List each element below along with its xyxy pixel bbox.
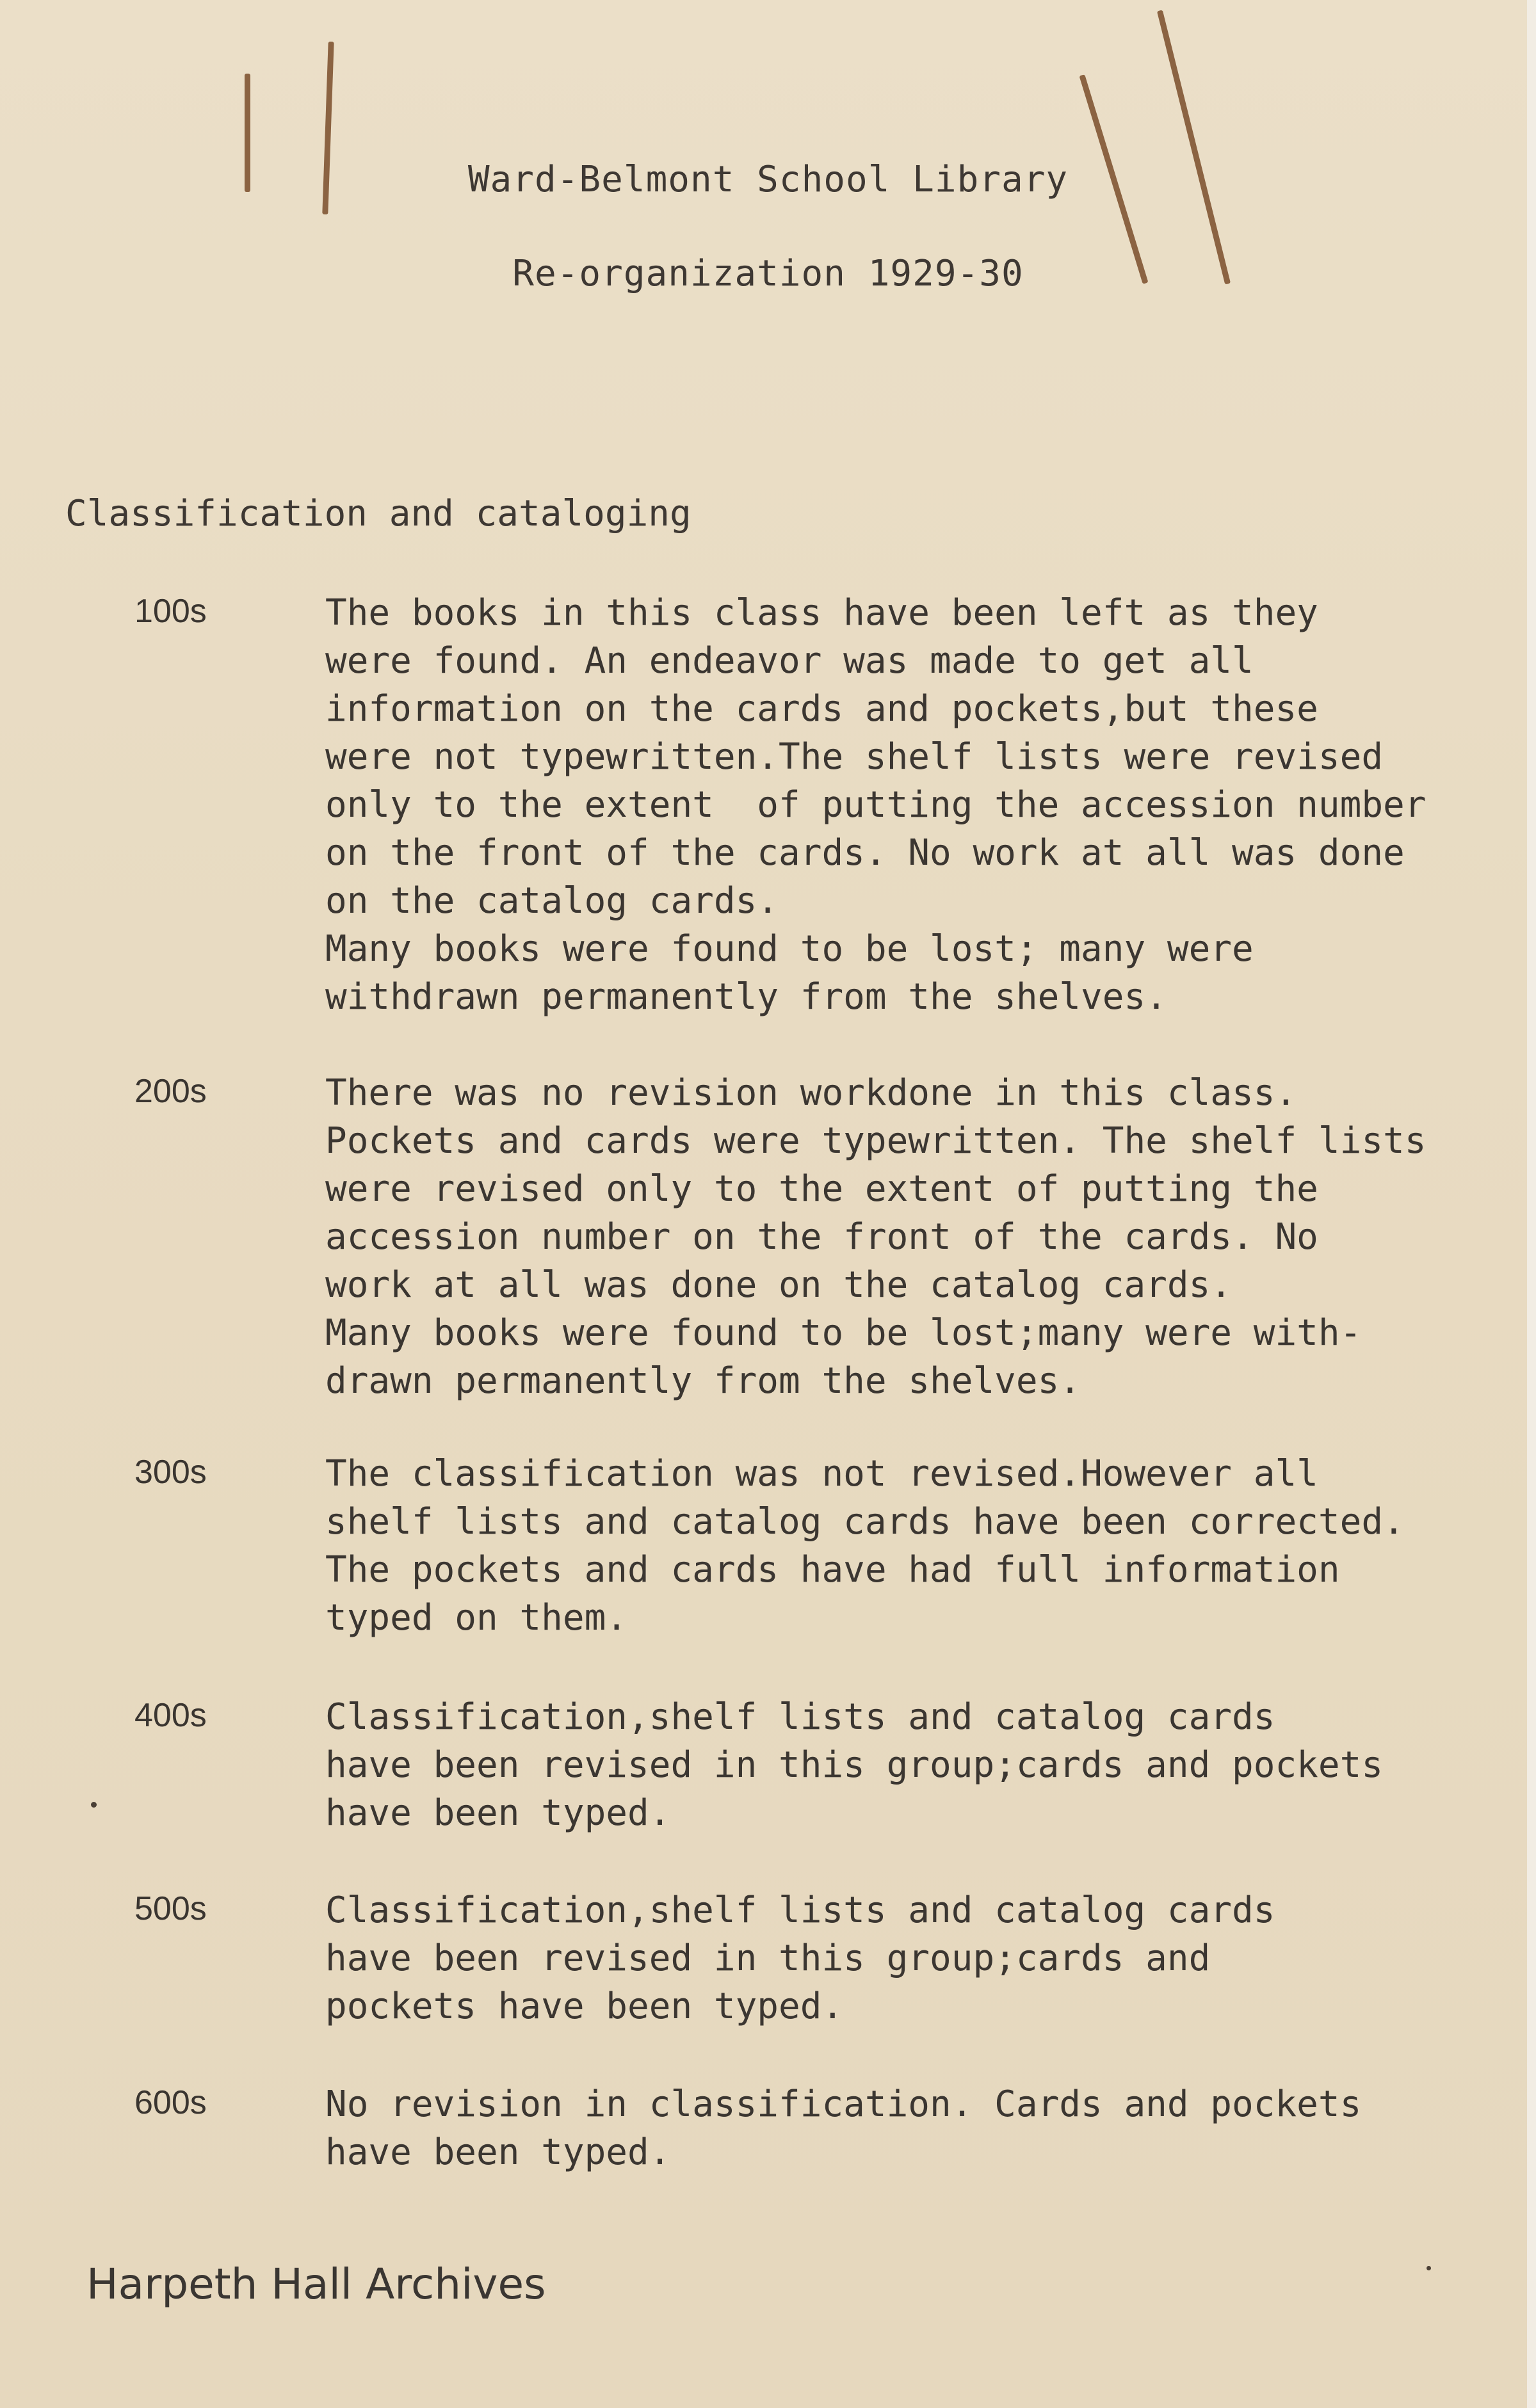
entry-line: The classification was not revised.However all <box>325 1453 1318 1495</box>
class-label: 200s <box>134 1073 207 1110</box>
entry-line: on the catalog cards. <box>325 880 779 922</box>
entry-line: Pockets and cards were typewritten. The shelf lists <box>325 1120 1427 1162</box>
entry-line: accession number on the front of the cards. No <box>325 1216 1318 1258</box>
page-edge <box>1527 0 1536 2408</box>
class-label: 300s <box>134 1454 207 1491</box>
entry-line: There was no revision workdone in this class. <box>325 1072 1297 1114</box>
entry-line: shelf lists and catalog cards have been corrected. <box>325 1501 1405 1543</box>
entry-line: The pockets and cards have had full information <box>325 1549 1340 1591</box>
entry-line: Many books were found to be lost; many were <box>325 928 1254 970</box>
document-title: Ward-Belmont School Library <box>467 159 1069 200</box>
entry-line: have been typed. <box>325 1792 671 1834</box>
entry-line: have been revised in this group;cards and <box>325 1938 1211 1979</box>
entry-line: have been revised in this group;cards and pockets <box>325 1744 1384 1786</box>
entry-line: typed on them. <box>325 1597 628 1639</box>
entry-line: Classification,shelf lists and catalog cards <box>325 1696 1275 1738</box>
document-subtitle: Re-organization 1929-30 <box>512 253 1024 294</box>
class-label: 500s <box>134 1890 207 1927</box>
archive-credit: Harpeth Hall Archives <box>86 2260 546 2309</box>
entry-line: on the front of the cards. No work at all was done <box>325 832 1405 874</box>
section-heading: Classification and cataloging <box>65 493 691 534</box>
entry-line: information on the cards and pockets,but these <box>325 688 1318 730</box>
class-label: 400s <box>134 1697 207 1734</box>
entry-line: drawn permanently from the shelves. <box>325 1360 1081 1402</box>
entry-line: were not typewritten.The shelf lists were revised <box>325 736 1384 778</box>
entry-line: withdrawn permanently from the shelves. <box>325 976 1167 1018</box>
paper-speck <box>1427 2266 1431 2270</box>
entry-line: pockets have been typed. <box>325 1986 844 2027</box>
entry-line: work at all was done on the catalog cards. <box>325 1264 1233 1306</box>
staple-mark <box>1157 10 1231 284</box>
entry-line: were revised only to the extent of putting the <box>325 1168 1318 1210</box>
entry-line: Many books were found to be lost;many were with- <box>325 1312 1362 1354</box>
class-label: 600s <box>134 2084 207 2121</box>
class-label: 100s <box>134 593 207 630</box>
entry-line: have been typed. <box>325 2131 671 2173</box>
entry-line: were found. An endeavor was made to get all <box>325 640 1254 682</box>
entry-line: only to the extent of putting the accession number <box>325 784 1427 826</box>
entry-line: Classification,shelf lists and catalog cards <box>325 1890 1275 1931</box>
paper-speck <box>91 1802 97 1808</box>
entry-line: The books in this class have been left as they <box>325 592 1318 634</box>
entry-line: No revision in classification. Cards and pockets <box>325 2083 1362 2125</box>
